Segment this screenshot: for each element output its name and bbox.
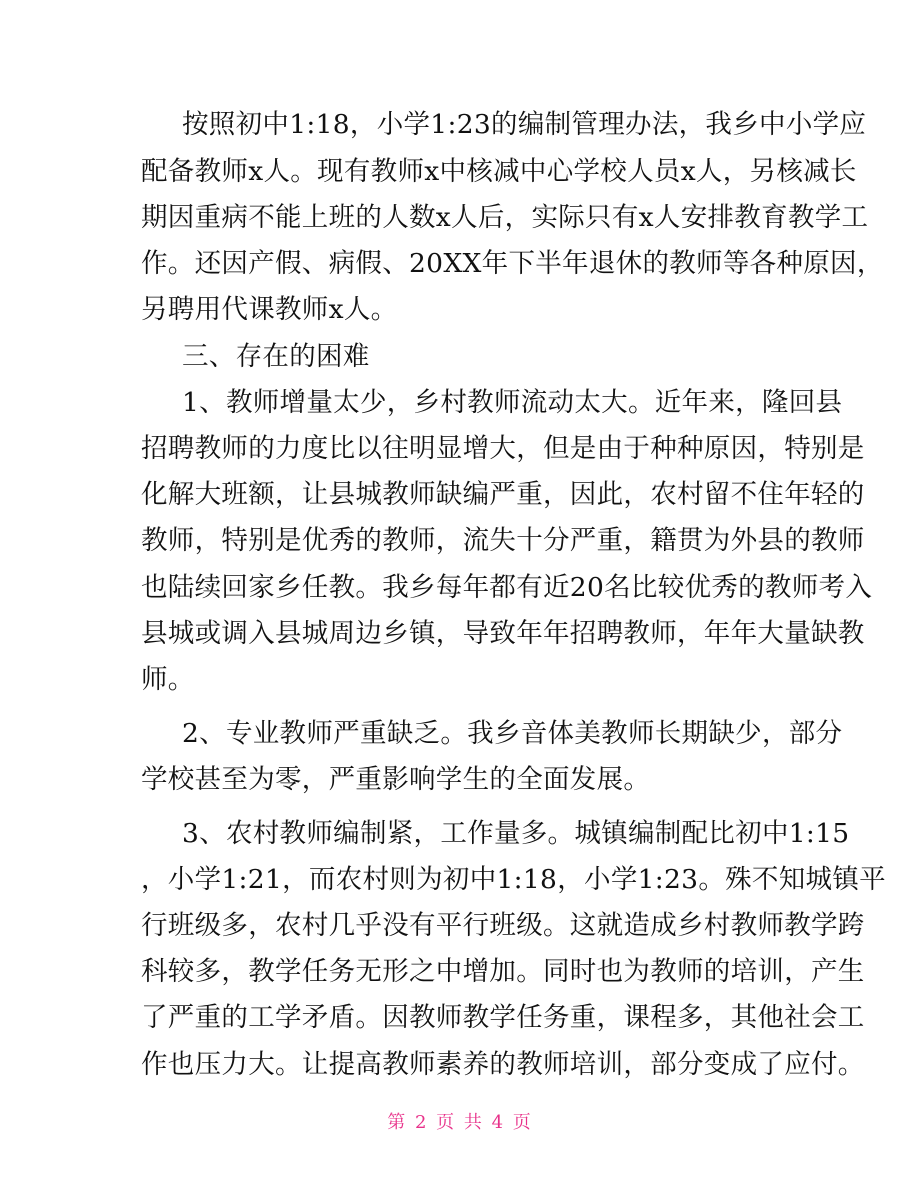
item-1-line-7: 师。 bbox=[141, 664, 195, 695]
paragraph-1-line-1: 按照初中1:18，小学1:23的编制管理办法，我乡中小学应 bbox=[182, 109, 867, 140]
item-3-line-6: 作也压力大。让提高教师素养的教师培训，部分变成了应付。 bbox=[141, 1049, 865, 1080]
item-2-line-2: 学校甚至为零，严重影响学生的全面发展。 bbox=[141, 764, 651, 795]
item-1-line-3: 化解大班额，让县城教师缺编严重，因此，农村留不住年轻的 bbox=[141, 479, 865, 510]
item-3-line-4: 科较多，教学任务无形之中增加。同时也为教师的培训，产生 bbox=[141, 956, 865, 987]
paragraph-1-line-4: 作。还因产假、病假、20XX年下半年退休的教师等各种原因， bbox=[141, 248, 884, 279]
item-3-line-2: ，小学1:21，而农村则为初中1:18，小学1:23。殊不知城镇平 bbox=[141, 864, 886, 895]
item-1-line-6: 县城或调入县城周边乡镇，导致年年招聘教师，年年大量缺教 bbox=[141, 618, 865, 649]
paragraph-1-line-5: 另聘用代课教师x人。 bbox=[141, 294, 398, 325]
item-2-line-1: 2、专业教师严重缺乏。我乡音体美教师长期缺少，部分 bbox=[182, 718, 843, 749]
paragraph-1-line-3: 期因重病不能上班的人数x人后，实际只有x人安排教育教学工 bbox=[141, 202, 869, 233]
page-number-footer: 第 2 页 共 4 页 bbox=[387, 1112, 533, 1133]
item-3-line-5: 了严重的工学矛盾。因教师教学任务重，课程多，其他社会工 bbox=[141, 1002, 865, 1033]
paragraph-1-line-2: 配备教师x人。现有教师x中核减中心学校人员x人，另核减长 bbox=[141, 156, 857, 187]
item-3-line-3: 行班级多，农村几乎没有平行班级。这就造成乡村教师教学跨 bbox=[141, 910, 865, 941]
item-1-line-5: 也陆续回家乡任教。我乡每年都有近20名比较优秀的教师考入 bbox=[141, 572, 873, 603]
item-1-line-4: 教师，特别是优秀的教师，流失十分严重，籍贯为外县的教师 bbox=[141, 525, 865, 556]
item-3-line-1: 3、农村教师编制紧，工作量多。城镇编制配比初中1:15 bbox=[182, 818, 850, 849]
item-1-line-1: 1、教师增量太少，乡村教师流动太大。近年来，隆回县 bbox=[182, 387, 843, 418]
item-1-line-2: 招聘教师的力度比以往明显增大，但是由于种种原因，特别是 bbox=[141, 433, 865, 464]
section-heading: 三、存在的困难 bbox=[182, 341, 370, 372]
